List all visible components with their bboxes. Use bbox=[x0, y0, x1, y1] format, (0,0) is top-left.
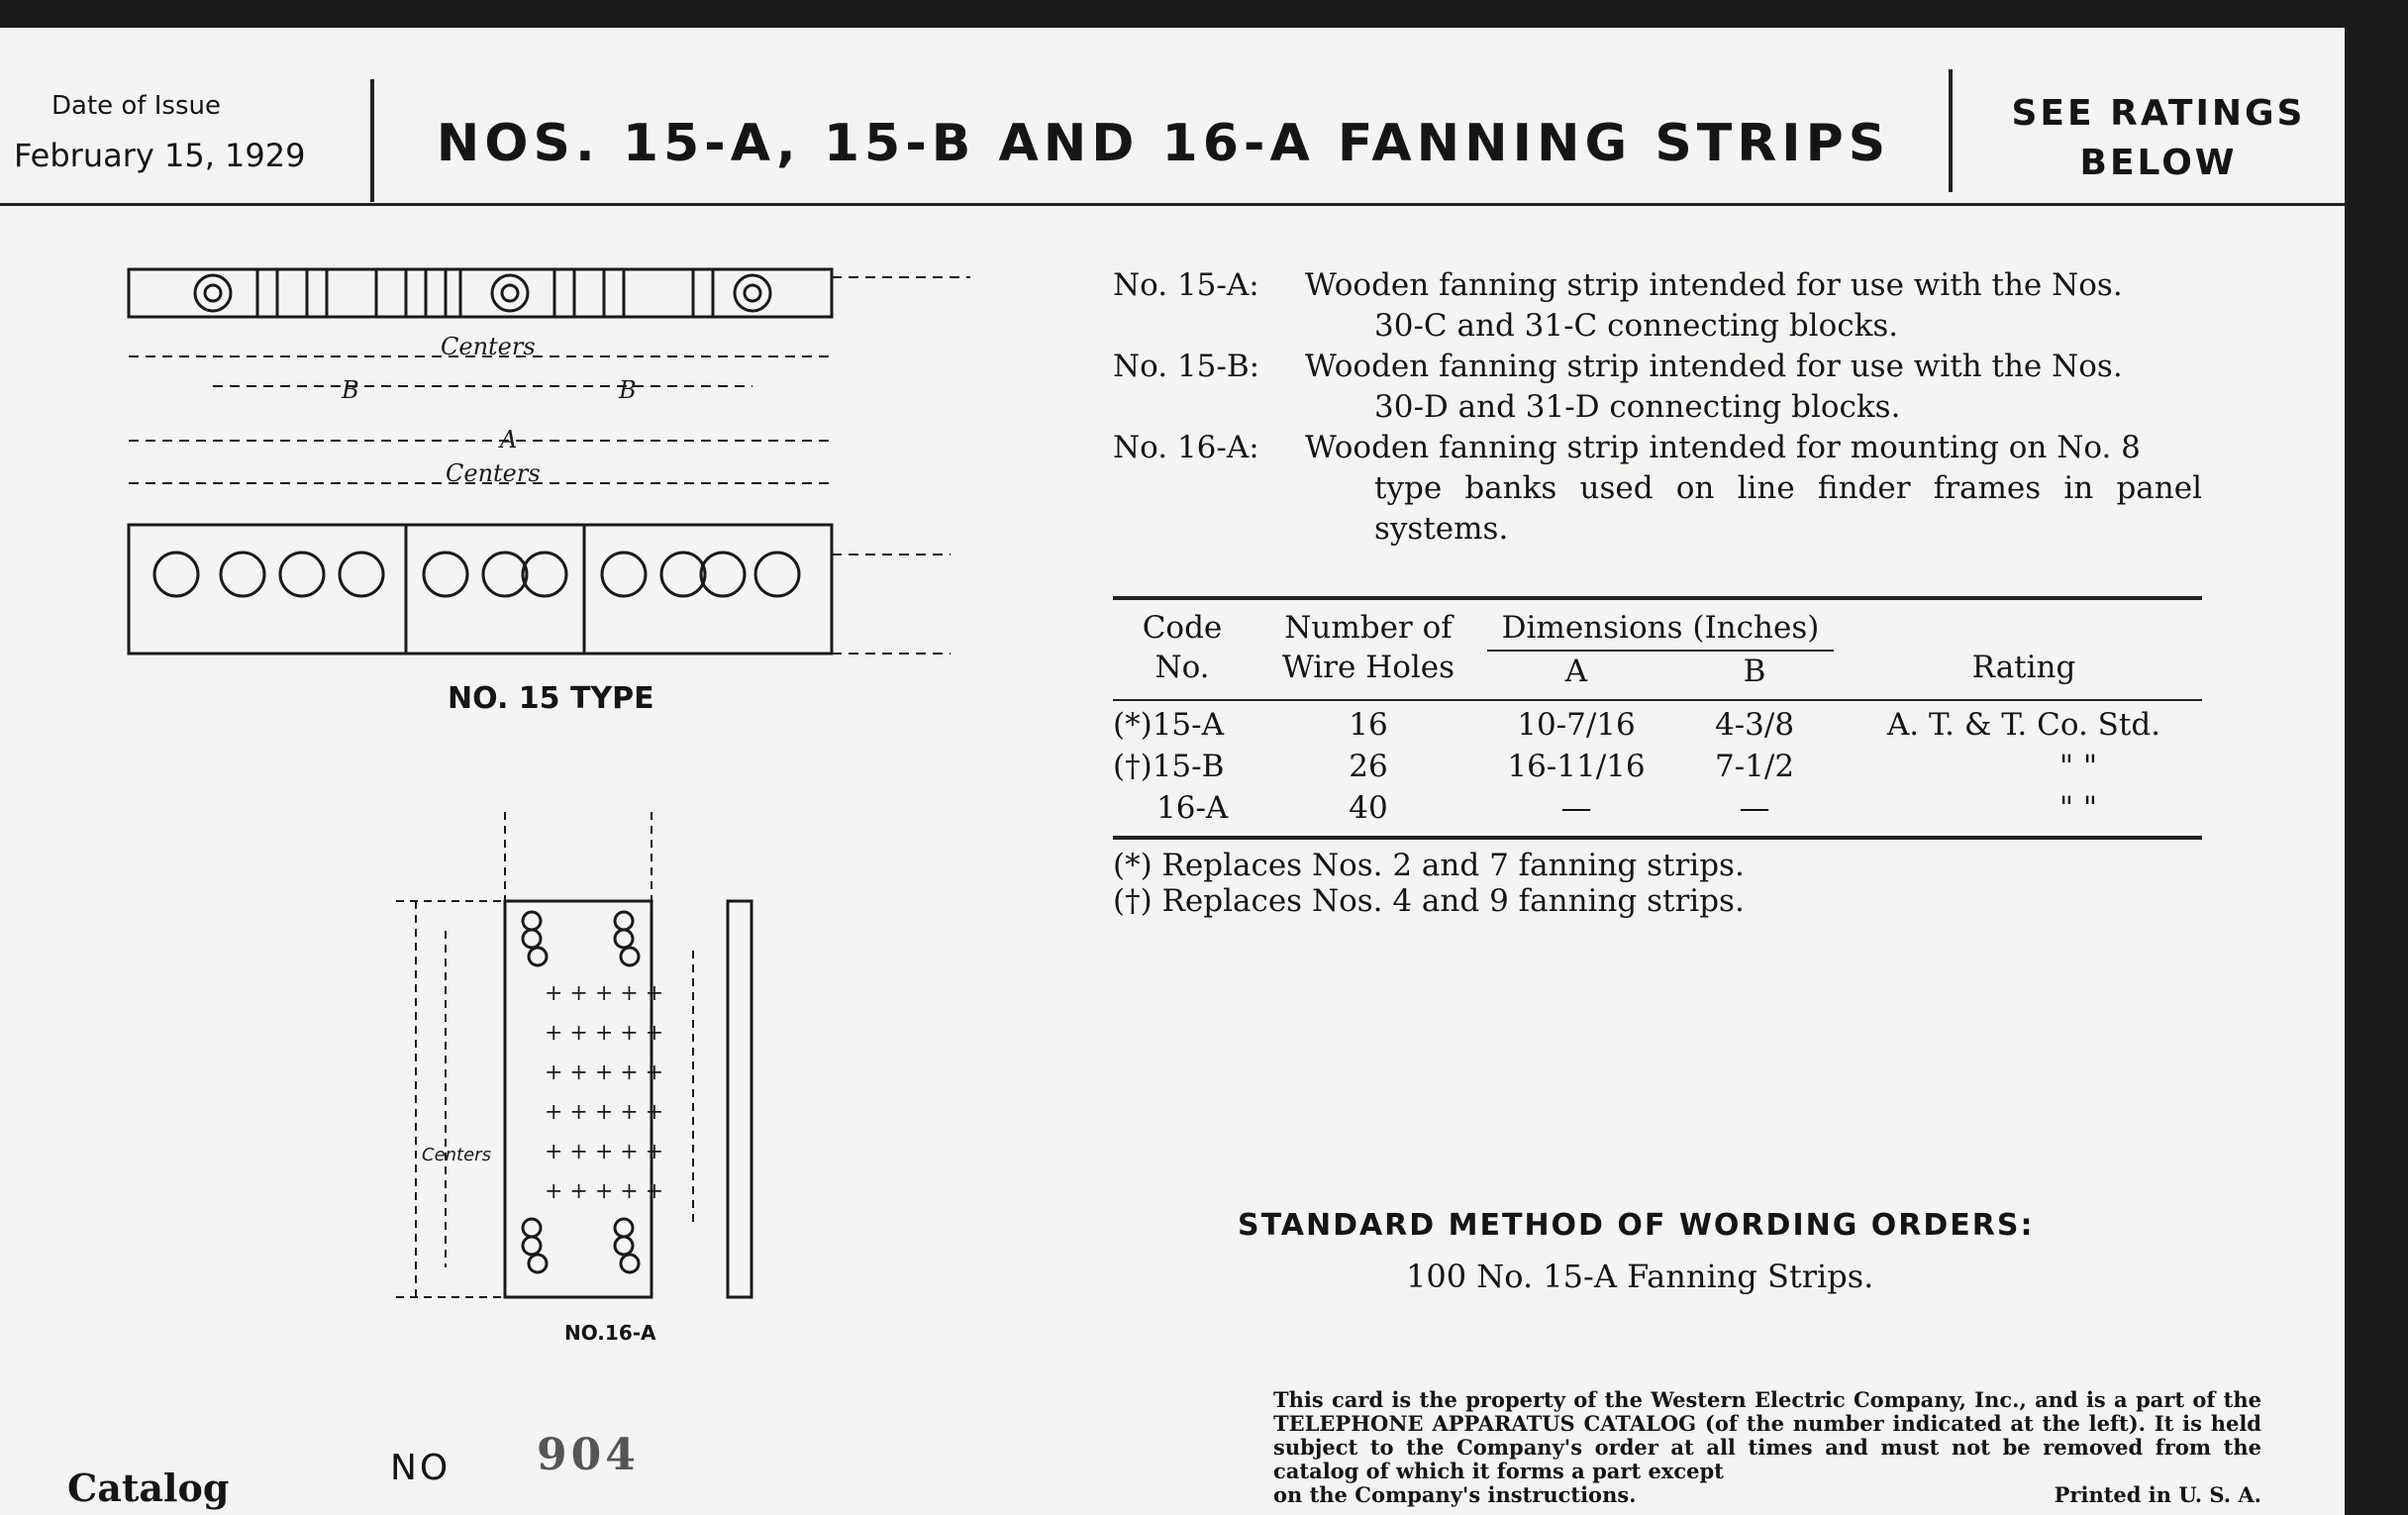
centers-label-16a: Centers bbox=[422, 1145, 491, 1165]
ratings-note bbox=[1960, 89, 2357, 188]
header-holes-2: Wire Holes bbox=[1281, 650, 1455, 685]
cell-dim-a: 16-11/16 bbox=[1507, 749, 1646, 784]
cell-rating: A. T. & T. Co. Std. bbox=[1886, 707, 2161, 743]
cell-dim-a: 10-7/16 bbox=[1517, 707, 1636, 743]
cell-holes: 40 bbox=[1349, 790, 1388, 826]
table-rule-top bbox=[1113, 596, 2202, 600]
cell-rating: " " bbox=[2058, 749, 2098, 784]
cell-code: (*)15-A bbox=[1113, 707, 1224, 743]
description-16a bbox=[1113, 428, 2202, 550]
svg-text:+ + + + +: + + + + + bbox=[545, 981, 664, 1006]
svg-text:+ + + + +: + + + + + bbox=[545, 1021, 664, 1046]
dim-b-label-1: B bbox=[342, 376, 359, 404]
footnote: (†) Replaces Nos. 4 and 9 fanning strips. bbox=[1113, 883, 1745, 919]
dimensions-rule bbox=[1487, 650, 1834, 652]
header-divider-left bbox=[370, 79, 374, 202]
footnotes bbox=[1113, 848, 1745, 919]
description-text: Wooden fanning strip intended for mounting on No. 8 bbox=[1305, 430, 2141, 465]
svg-text:+ + + + +: + + + + + bbox=[545, 1100, 664, 1125]
dim-a-label: A bbox=[500, 426, 518, 454]
header-code-2: No. bbox=[1154, 650, 1210, 685]
scan-right-border bbox=[2345, 0, 2408, 1515]
dim-b-label-2: B bbox=[619, 376, 637, 404]
cell-holes: 26 bbox=[1349, 749, 1388, 784]
description-text: Wooden fanning strip intended for use with the Nos. bbox=[1305, 349, 2123, 384]
centers-label-top: Centers bbox=[441, 333, 536, 360]
ratings-line-1: SEE RATINGS bbox=[2011, 93, 2306, 134]
no15-type-caption: NO. 15 TYPE bbox=[448, 681, 654, 716]
table-rule-bottom bbox=[1113, 836, 2202, 840]
header-rule bbox=[0, 203, 2349, 206]
cell-rating: " " bbox=[2058, 790, 2098, 826]
cell-code: (†)15-B bbox=[1113, 749, 1225, 784]
description-code: No. 15-A: bbox=[1113, 267, 1259, 303]
footnote: (*) Replaces Nos. 2 and 7 fanning strips. bbox=[1113, 848, 1745, 883]
ratings-line-2: BELOW bbox=[2079, 143, 2238, 183]
issue-date: February 15, 1929 bbox=[14, 137, 306, 174]
no16a-caption: NO.16-A bbox=[564, 1321, 656, 1345]
header-dim-a: A bbox=[1564, 654, 1588, 689]
header-divider-right bbox=[1949, 69, 1953, 192]
header-dimensions: Dimensions (Inches) bbox=[1501, 610, 1820, 646]
description-code: No. 16-A: bbox=[1113, 430, 1259, 465]
header-dim-b: B bbox=[1743, 654, 1766, 689]
no16a-drawing bbox=[376, 792, 792, 1307]
property-notice-last-line bbox=[1273, 1483, 2261, 1507]
scan-top-border bbox=[0, 0, 2408, 28]
cell-dim-b: 4-3/8 bbox=[1714, 707, 1795, 743]
no15-type-drawing bbox=[119, 257, 1010, 673]
header-rating: Rating bbox=[1971, 650, 2076, 685]
cell-code: 16-A bbox=[1156, 790, 1229, 826]
catalog-no-label: NO bbox=[390, 1448, 452, 1488]
descriptions bbox=[1113, 265, 2202, 550]
standard-method-title: STANDARD METHOD OF WORDING ORDERS: bbox=[1238, 1208, 2035, 1243]
date-of-issue-label: Date of Issue bbox=[51, 91, 221, 121]
header-code-1: Code bbox=[1142, 610, 1223, 646]
property-notice-body: This card is the property of the Western Electric Company, Inc., and is a part of the TELEPHONE APPARATUS CATALOG (of the number indicated at the left). It is held subject to the Company's order at all times and must not be removed from the catalog of which it forms a part except bbox=[1273, 1387, 2261, 1483]
description-cont: 30-C and 31-C connecting blocks. bbox=[1374, 308, 1899, 344]
description-cont: type banks used on line finder frames in panel systems. bbox=[1374, 470, 2202, 547]
description-cont: 30-D and 31-D connecting blocks. bbox=[1374, 389, 1901, 425]
property-notice-instructions: on the Company's instructions. bbox=[1273, 1482, 1637, 1507]
centers-label-bottom: Centers bbox=[446, 459, 541, 487]
description-15a bbox=[1113, 265, 2202, 347]
table-rule-mid bbox=[1113, 699, 2202, 701]
catalog-label: Catalog bbox=[67, 1465, 230, 1510]
description-text: Wooden fanning strip intended for use with the Nos. bbox=[1305, 267, 2123, 303]
cell-dim-b: — bbox=[1739, 790, 1770, 826]
standard-method-example: 100 No. 15-A Fanning Strips. bbox=[1406, 1258, 1874, 1295]
svg-text:+ + + + +: + + + + + bbox=[545, 1060, 664, 1085]
property-notice bbox=[1273, 1388, 2261, 1507]
cell-holes: 16 bbox=[1349, 707, 1388, 743]
description-15b bbox=[1113, 347, 2202, 428]
cell-dim-a: — bbox=[1560, 790, 1592, 826]
printed-in-usa: Printed in U. S. A. bbox=[2054, 1482, 2261, 1507]
svg-text:+ + + + +: + + + + + bbox=[545, 1140, 664, 1164]
svg-text:+ + + + +: + + + + + bbox=[545, 1179, 664, 1204]
page-title: NOS. 15-A, 15-B AND 16-A FANNING STRIPS bbox=[436, 114, 1891, 173]
catalog-number-stamp: 904 bbox=[537, 1430, 640, 1480]
cell-dim-b: 7-1/2 bbox=[1714, 749, 1795, 784]
header-holes-1: Number of bbox=[1284, 610, 1453, 646]
description-code: No. 15-B: bbox=[1113, 349, 1260, 384]
